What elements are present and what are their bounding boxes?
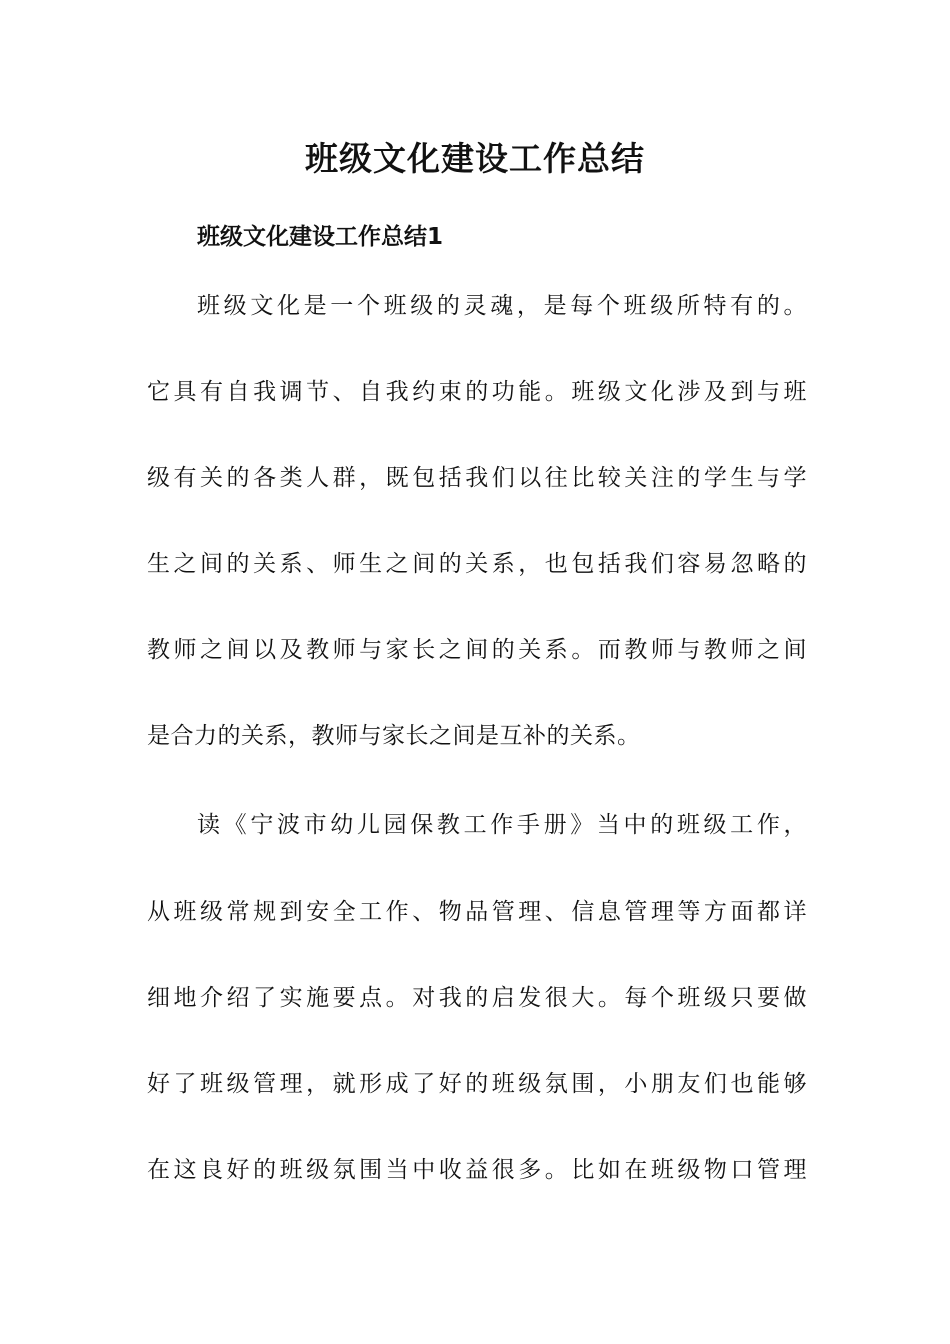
paragraph-line: 它具有自我调节、自我约束的功能。班级文化涉及到与班 bbox=[147, 379, 807, 405]
paragraph-line: 教师之间以及教师与家长之间的关系。而教师与教师之间 bbox=[147, 637, 807, 663]
paragraph-line: 级有关的各类人群，既包括我们以往比较关注的学生与学 bbox=[147, 465, 807, 491]
section-heading: 班级文化建设工作总结1 bbox=[197, 224, 444, 250]
paragraph-line: 生之间的关系、师生之间的关系，也包括我们容易忽略的 bbox=[147, 551, 807, 577]
paragraph-line: 是合力的关系，教师与家长之间是互补的关系。 bbox=[147, 723, 641, 749]
paragraph-line: 在这良好的班级氛围当中收益很多。比如在班级物口管理 bbox=[147, 1157, 807, 1183]
paragraph-line: 细地介绍了实施要点。对我的启发很大。每个班级只要做 bbox=[147, 985, 807, 1011]
document-title: 班级文化建设工作总结 bbox=[305, 139, 645, 178]
paragraph-line: 好了班级管理，就形成了好的班级氛围，小朋友们也能够 bbox=[147, 1071, 807, 1097]
paragraph-line: 班级文化是一个班级的灵魂，是每个班级所特有的。 bbox=[197, 293, 807, 319]
paragraph-line: 读《宁波市幼儿园保教工作手册》当中的班级工作， bbox=[197, 812, 807, 838]
paragraph-line: 从班级常规到安全工作、物品管理、信息管理等方面都详 bbox=[147, 899, 807, 925]
